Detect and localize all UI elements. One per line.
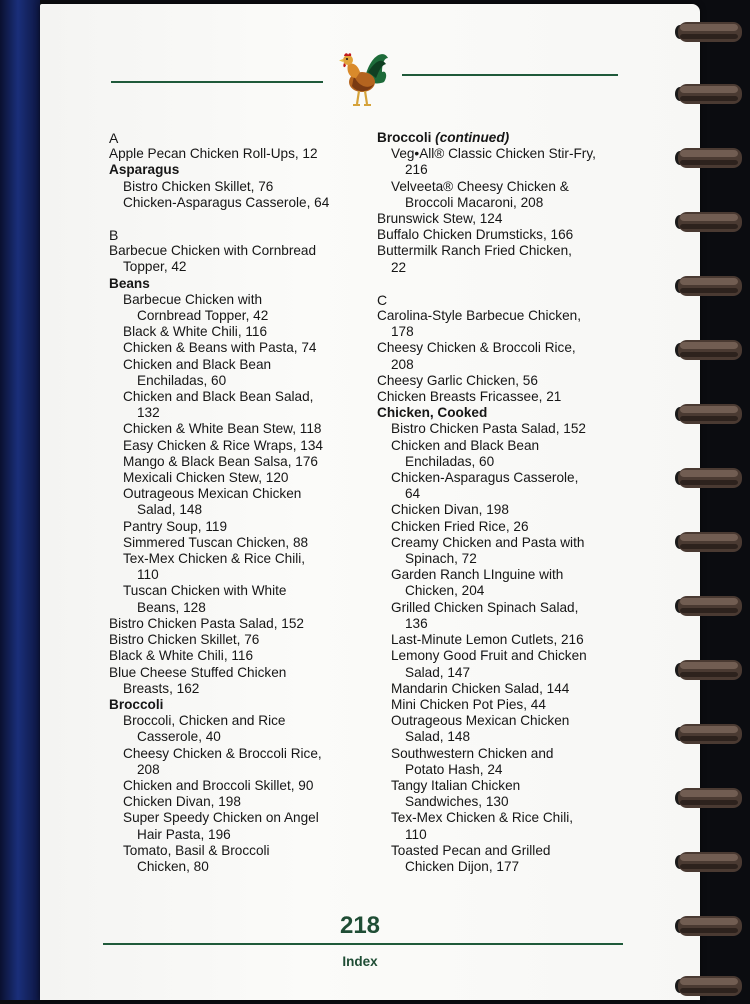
index-entry <box>109 859 374 875</box>
index-column-right <box>377 130 652 875</box>
index-entry <box>377 227 652 243</box>
spiral-binding-coil <box>668 844 750 880</box>
index-entry <box>377 162 652 178</box>
index-entry-text: 208 <box>391 356 414 372</box>
index-entry-text: Buffalo Chicken Drumsticks, 166 <box>377 227 574 243</box>
index-entry-text: Blue Cheese Stuffed Chicken <box>109 664 287 680</box>
index-entry-text: Chicken Divan, 198 <box>123 794 241 810</box>
index-entry-text: Cheesy Garlic Chicken, 56 <box>377 372 538 388</box>
index-entry-text: Topper, 42 <box>123 259 187 275</box>
index-entry <box>109 357 374 373</box>
index-entry-text: Beans, 128 <box>137 599 206 615</box>
index-entry-text: Apple Pecan Chicken Roll-Ups, 12 <box>109 146 318 162</box>
index-entry-text: Super Speedy Chicken on Angel <box>123 810 319 826</box>
header-rule-right <box>402 74 618 76</box>
index-entry <box>377 713 652 729</box>
index-entry-text: Last-Minute Lemon Cutlets, 216 <box>391 632 584 648</box>
book-cover-edge <box>0 0 40 1000</box>
index-entry <box>377 519 652 535</box>
index-entry <box>377 551 652 567</box>
index-entry <box>377 583 652 599</box>
index-entry-text: 178 <box>391 324 414 340</box>
index-entry-text: Easy Chicken & Rice Wraps, 134 <box>123 437 323 453</box>
index-entry <box>377 827 652 843</box>
spiral-binding-coil <box>668 908 750 944</box>
index-entry <box>109 146 374 162</box>
index-entry <box>109 583 374 599</box>
index-entry-text: Lemony Good Fruit and Chicken <box>391 648 587 664</box>
index-entry-text: Chicken-Asparagus Casserole, <box>391 470 579 486</box>
index-category-heading <box>109 697 374 713</box>
index-entry-text: Mini Chicken Pot Pies, 44 <box>391 696 546 712</box>
index-entry <box>377 211 652 227</box>
index-entry-text: Breasts, 162 <box>123 680 200 696</box>
index-category-heading <box>109 162 374 178</box>
index-entry-text: A <box>109 130 119 146</box>
index-entry-text: Enchiladas, 60 <box>137 372 227 388</box>
index-entry <box>109 794 374 810</box>
index-entry-text: Broccoli, Chicken and Rice <box>123 713 286 729</box>
index-entry-text: Outrageous Mexican Chicken <box>391 713 570 729</box>
index-letter-heading <box>377 292 652 308</box>
index-entry <box>109 729 374 745</box>
index-entry-text: Pantry Soup, 119 <box>123 518 228 534</box>
index-category-heading <box>109 276 374 292</box>
index-entry <box>377 859 652 875</box>
index-entry-text: Chicken-Asparagus Casserole, 64 <box>123 194 330 210</box>
index-entry <box>377 324 652 340</box>
index-entry <box>109 600 374 616</box>
index-entry <box>109 308 374 324</box>
index-entry <box>377 470 652 486</box>
index-entry-text: Chicken Breasts Fricassee, 21 <box>377 389 562 405</box>
index-entry <box>377 648 652 664</box>
index-entry <box>377 195 652 211</box>
index-entry <box>377 357 652 373</box>
index-entry-text: Spinach, 72 <box>405 551 477 567</box>
index-entry-text: 136 <box>405 615 428 631</box>
index-entry-text: Black & White Chili, 116 <box>109 648 254 664</box>
index-entry <box>109 535 374 551</box>
index-entry <box>109 438 374 454</box>
index-entry-text: C <box>377 291 388 308</box>
index-entry <box>109 502 374 518</box>
index-entry <box>109 179 374 195</box>
index-entry-text: Cheesy Chicken & Broccoli Rice, <box>123 745 322 761</box>
index-entry <box>377 454 652 470</box>
index-entry <box>109 665 374 681</box>
index-entry-text: Carolina-Style Barbecue Chicken, <box>377 308 582 324</box>
rooster-icon <box>332 44 390 110</box>
index-entry <box>109 486 374 502</box>
index-entry <box>109 243 374 259</box>
index-entry <box>377 535 652 551</box>
index-entry-text: Tex-Mex Chicken & Rice Chili, <box>391 810 574 826</box>
index-entry-text: Tex-Mex Chicken & Rice Chili, <box>123 551 306 567</box>
index-category-heading <box>377 130 652 146</box>
index-entry-text: Velveeta® Cheesy Chicken & <box>391 178 569 194</box>
index-category-heading <box>377 405 652 421</box>
spiral-binding-coil <box>668 588 750 624</box>
index-entry <box>109 259 374 275</box>
index-entry-text: Chicken, 204 <box>405 583 485 599</box>
spiral-binding-coil <box>668 780 750 816</box>
index-entry <box>377 843 652 859</box>
index-entry-text: B <box>109 227 119 244</box>
index-entry <box>377 632 652 648</box>
index-entry-text: Simmered Tuscan Chicken, 88 <box>123 534 309 550</box>
index-entry-text: 64 <box>405 486 421 502</box>
spiral-binding-coil <box>668 524 750 560</box>
index-entry <box>109 324 374 340</box>
index-entry <box>109 632 374 648</box>
index-entry-text: 22 <box>391 259 407 275</box>
index-entry-text: Buttermilk Ranch Fried Chicken, <box>377 243 572 259</box>
index-entry-text: Black & White Chili, 116 <box>123 324 268 340</box>
index-entry <box>109 616 374 632</box>
index-entry-text: Salad, 148 <box>405 729 471 745</box>
index-entry-text: Chicken & White Bean Stew, 118 <box>123 421 322 437</box>
index-entry-text: Hair Pasta, 196 <box>137 826 231 842</box>
spiral-binding-coil <box>668 14 750 50</box>
index-entry <box>377 308 652 324</box>
index-entry-text: 110 <box>137 567 159 583</box>
index-entry <box>377 243 652 259</box>
index-entry <box>377 697 652 713</box>
index-entry-text: Chicken Dijon, 177 <box>405 858 520 874</box>
index-entry-text: Southwestern Chicken and <box>391 745 554 761</box>
index-entry-text: Tuscan Chicken with White <box>123 583 287 599</box>
section-gap <box>109 211 374 227</box>
index-entry-text: Chicken and Black Bean <box>391 437 540 453</box>
index-entry-text: Salad, 148 <box>137 502 203 518</box>
index-entry <box>377 794 652 810</box>
index-entry-text: 208 <box>137 761 160 777</box>
index-entry <box>377 616 652 632</box>
spiral-binding-coil <box>668 76 750 112</box>
index-entry <box>109 195 374 211</box>
index-entry-text: 216 <box>405 162 428 178</box>
index-entry-text: Cheesy Chicken & Broccoli Rice, <box>377 340 576 356</box>
index-entry <box>377 502 652 518</box>
index-entry <box>109 421 374 437</box>
spiral-binding-coil <box>668 716 750 752</box>
index-entry-text: Casserole, 40 <box>137 729 221 745</box>
spiral-binding-coil <box>668 140 750 176</box>
index-entry <box>109 746 374 762</box>
index-entry <box>377 389 652 405</box>
index-entry-text: Veg•All® Classic Chicken Stir-Fry, <box>391 146 596 162</box>
index-entry <box>109 470 374 486</box>
spiral-binding-coil <box>668 268 750 304</box>
index-entry-text: Barbecue Chicken with <box>123 291 263 307</box>
index-letter-heading <box>109 130 374 146</box>
index-entry-text: Chicken & Beans with Pasta, 74 <box>123 340 317 356</box>
spiral-binding-coil <box>668 460 750 496</box>
index-entry-text: Potato Hash, 24 <box>405 761 503 777</box>
index-entry-text: Bistro Chicken Pasta Salad, 152 <box>391 421 586 437</box>
index-entry <box>109 340 374 356</box>
index-entry-text: Chicken and Broccoli Skillet, 90 <box>123 777 314 793</box>
index-entry-text: Mandarin Chicken Salad, 144 <box>391 680 570 696</box>
index-entry <box>377 421 652 437</box>
index-entry <box>377 179 652 195</box>
index-entry <box>377 567 652 583</box>
index-entry-text: Chicken and Black Bean <box>123 356 272 372</box>
header-rule-left <box>111 81 323 83</box>
index-entry-text: Chicken, 80 <box>137 858 209 874</box>
index-entry-text: 132 <box>137 405 160 421</box>
index-entry-text: Garden Ranch LInguine with <box>391 567 564 583</box>
index-entry-text: Chicken and Black Bean Salad, <box>123 389 314 405</box>
page-number: 218 <box>339 912 381 939</box>
index-entry <box>109 810 374 826</box>
index-entry <box>377 260 652 276</box>
index-entry-text: Broccoli <box>377 130 432 145</box>
index-entry-text: Mexicali Chicken Stew, 120 <box>123 470 289 486</box>
index-entry-text: Tomato, Basil & Broccoli <box>123 842 270 858</box>
index-entry-text: Bistro Chicken Pasta Salad, 152 <box>109 615 304 631</box>
index-entry-text: Tangy Italian Chicken <box>391 777 521 793</box>
index-entry-text: Creamy Chicken and Pasta with <box>391 534 585 550</box>
index-entry-text: Chicken Fried Rice, 26 <box>391 518 529 534</box>
index-entry <box>377 438 652 454</box>
index-letter-heading <box>109 227 374 243</box>
spiral-binding-coil <box>668 652 750 688</box>
index-entry <box>109 373 374 389</box>
spiral-binding-coil <box>668 332 750 368</box>
index-entry <box>109 567 374 583</box>
footer-rule <box>103 943 623 945</box>
index-entry <box>109 762 374 778</box>
index-entry-text: Chicken Divan, 198 <box>391 502 509 518</box>
index-entry <box>377 681 652 697</box>
index-entry <box>109 827 374 843</box>
index-entry <box>109 292 374 308</box>
index-entry-text: Bistro Chicken Skillet, 76 <box>123 178 274 194</box>
index-entry-text: Outrageous Mexican Chicken <box>123 486 302 502</box>
index-entry-text: Sandwiches, 130 <box>405 794 509 810</box>
index-entry <box>377 762 652 778</box>
index-entry-text: Cornbread Topper, 42 <box>137 308 269 324</box>
index-entry <box>377 665 652 681</box>
index-entry-text: Salad, 147 <box>405 664 471 680</box>
index-entry-text: Beans <box>109 275 150 291</box>
index-entry <box>377 600 652 616</box>
index-entry-text: Toasted Pecan and Grilled <box>391 842 551 858</box>
index-entry <box>109 454 374 470</box>
spiral-binding-coil <box>668 968 750 1004</box>
index-entry-text: Enchiladas, 60 <box>405 453 495 469</box>
index-entry-text: Grilled Chicken Spinach Salad, <box>391 599 579 615</box>
index-entry <box>377 746 652 762</box>
index-entry-text: Mango & Black Bean Salsa, 176 <box>123 453 318 469</box>
index-entry-text: 110 <box>405 826 427 842</box>
index-entry <box>109 778 374 794</box>
index-entry <box>377 729 652 745</box>
index-entry-text: Broccoli <box>109 696 164 712</box>
index-entry <box>109 648 374 664</box>
continued-note: (continued) <box>431 130 510 145</box>
index-entry-text: Barbecue Chicken with Cornbread <box>109 243 317 259</box>
index-entry-text: Bistro Chicken Skillet, 76 <box>109 632 260 648</box>
index-entry <box>377 810 652 826</box>
index-entry <box>377 778 652 794</box>
spiral-binding-coil <box>668 396 750 432</box>
index-entry-text: Brunswick Stew, 124 <box>377 211 503 227</box>
index-entry <box>377 340 652 356</box>
spiral-binding-coil <box>668 204 750 240</box>
index-entry <box>377 486 652 502</box>
index-entry <box>109 551 374 567</box>
index-entry <box>109 681 374 697</box>
index-entry <box>109 843 374 859</box>
section-gap <box>377 276 652 292</box>
footer-label: Index <box>342 954 378 969</box>
index-entry <box>109 519 374 535</box>
index-entry <box>109 405 374 421</box>
index-entry <box>109 713 374 729</box>
index-entry-text: Chicken, Cooked <box>377 405 488 421</box>
index-entry <box>377 373 652 389</box>
index-entry-text: Asparagus <box>109 162 180 178</box>
index-column-left <box>109 130 374 875</box>
index-entry <box>109 389 374 405</box>
index-entry-text: Broccoli Macaroni, 208 <box>405 194 544 210</box>
index-entry <box>377 146 652 162</box>
